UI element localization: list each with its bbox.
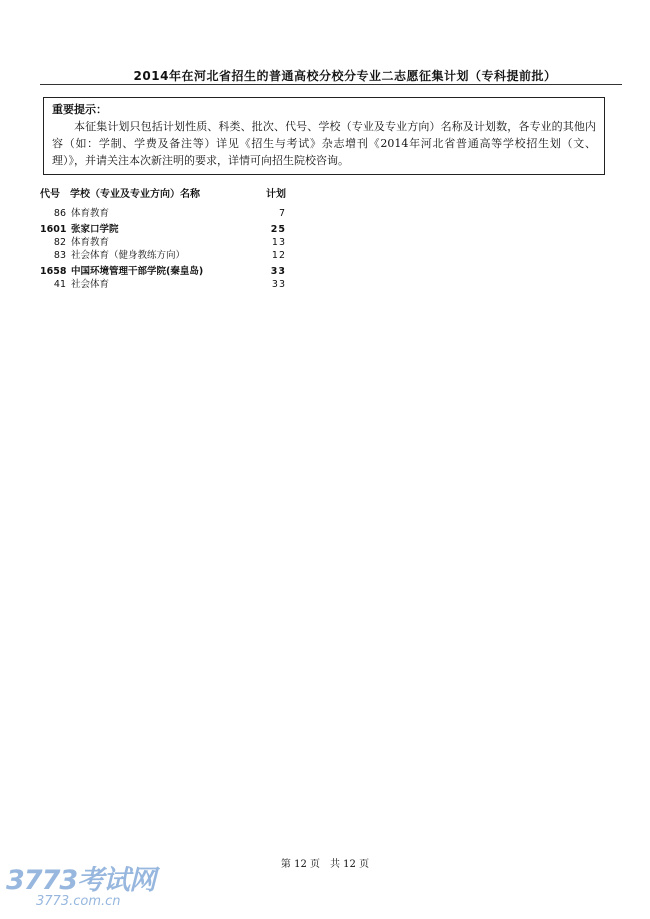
notice-body: 本征集计划只包括计划性质、科类、批次、代号、学校（专业及专业方向）名称及计划数，各专业的其他内容（如：学制、学费及备注等）详见《招生与考试》杂志增刊《2014年河北省普通高等学校招生划（文、理）》，并请关注本次新注明的要求，详情可向招生院校咨询。 — [52, 120, 596, 167]
watermark-url: 3773.com.cn — [36, 894, 121, 909]
row-name: 中国环境管理干部学院(秦皇岛) — [71, 266, 204, 277]
notice-box — [43, 97, 605, 175]
row-code: 83 — [53, 250, 66, 261]
row-name: 体育教育 — [71, 237, 110, 248]
row-plan: 13 — [271, 237, 286, 248]
row-code: 82 — [53, 237, 66, 248]
table-row — [40, 207, 286, 220]
row-name: 体育教育 — [71, 208, 110, 219]
notice-heading: 重要提示： — [52, 103, 107, 116]
row-code: 1601 — [40, 224, 67, 235]
row-code: 86 — [53, 208, 66, 219]
row-plan: 33 — [270, 266, 286, 277]
row-name: 社会体育 — [71, 279, 110, 290]
row-plan: 33 — [271, 279, 286, 290]
row-name: 张家口学院 — [71, 224, 119, 235]
page-number: 第 12 页 共 12 页 — [280, 859, 370, 870]
header-code: 代号 — [40, 189, 60, 200]
watermark-main: 3773考试网 — [6, 865, 156, 896]
watermark-logo — [6, 858, 155, 909]
table-row — [40, 223, 286, 236]
table-header — [40, 187, 286, 203]
table-row — [40, 265, 286, 278]
title-rule — [40, 84, 622, 85]
row-code: 1658 — [40, 266, 67, 277]
header-name: 学校（专业及专业方向）名称 — [70, 189, 200, 200]
row-plan: 7 — [278, 208, 286, 219]
row-plan: 12 — [271, 250, 286, 261]
row-plan: 25 — [270, 224, 286, 235]
table-row — [40, 249, 286, 262]
row-name: 社会体育（健身教练方向） — [71, 250, 186, 261]
page-title: 2014年在河北省招生的普通高校分校分专业二志愿征集计划（专科提前批） — [133, 69, 557, 83]
row-code: 41 — [53, 279, 66, 290]
table-row — [40, 236, 286, 249]
plan-table — [40, 187, 286, 291]
header-plan: 计划 — [266, 189, 286, 200]
table-row — [40, 278, 286, 291]
